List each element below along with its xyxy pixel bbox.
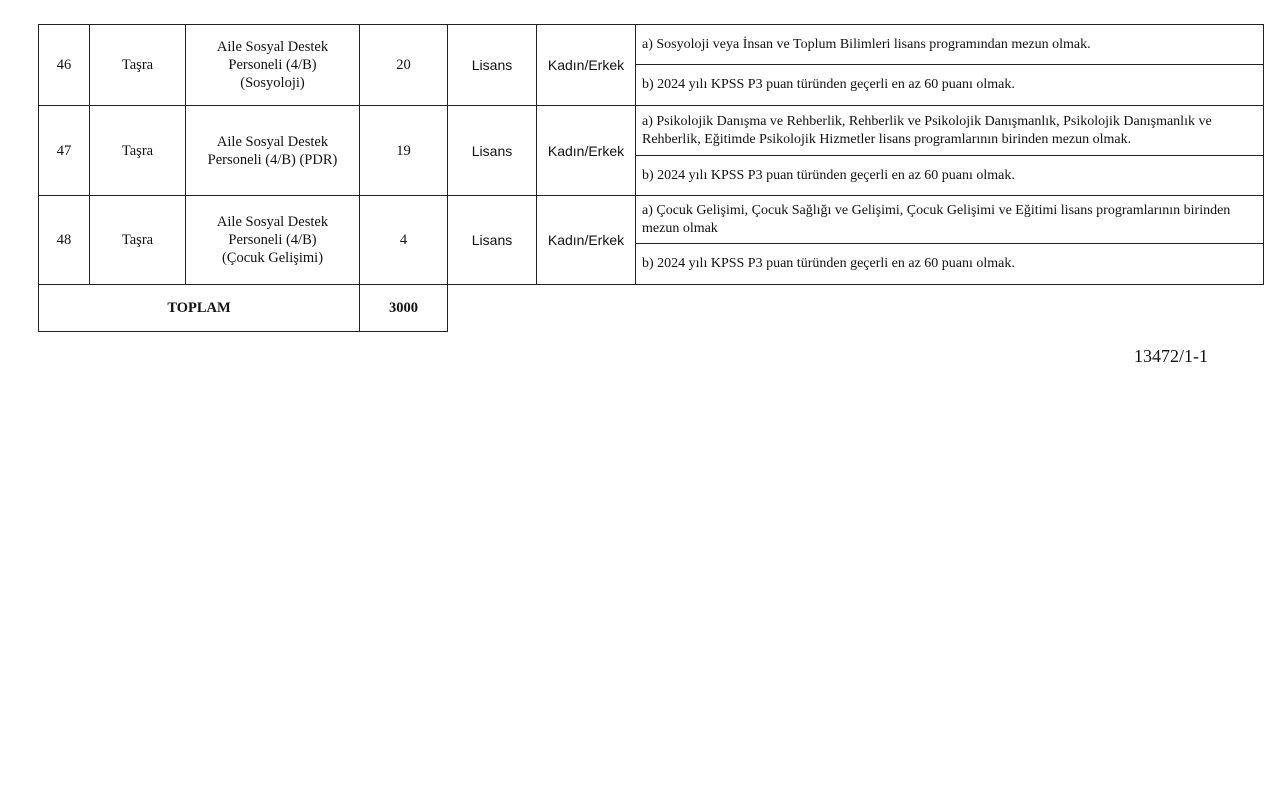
row-education: Lisans bbox=[448, 196, 537, 285]
requirement-a: a) Çocuk Gelişimi, Çocuk Sağlığı ve Gelişimi, Çocuk Gelişimi ve Eğitimi lisans programlarının birinden mezun olmak bbox=[636, 196, 1264, 244]
position-title-line: Personeli (4/B) bbox=[228, 232, 317, 248]
row-gender: Kadın/Erkek bbox=[537, 25, 636, 106]
row-position-title bbox=[186, 25, 360, 106]
row-education: Lisans bbox=[448, 106, 537, 196]
total-row bbox=[39, 285, 1264, 332]
row-gender: Kadın/Erkek bbox=[537, 196, 636, 285]
row-location: Taşra bbox=[90, 106, 186, 196]
table-row bbox=[39, 25, 1264, 65]
positions-table bbox=[38, 24, 1264, 332]
row-education: Lisans bbox=[448, 25, 537, 106]
position-title-line: Personeli (4/B) (PDR) bbox=[207, 151, 338, 168]
total-label: TOPLAM bbox=[39, 285, 360, 332]
requirement-b: b) 2024 yılı KPSS P3 puan türünden geçerli en az 60 puanı olmak. bbox=[636, 156, 1264, 196]
row-number: 46 bbox=[39, 25, 90, 106]
page-number: 13472/1-1 bbox=[1134, 346, 1208, 366]
row-position-title bbox=[186, 196, 360, 285]
position-title-line: (Çocuk Gelişimi) bbox=[221, 250, 324, 266]
row-location: Taşra bbox=[90, 196, 186, 285]
requirement-b: b) 2024 yılı KPSS P3 puan türünden geçerli en az 60 puanı olmak. bbox=[636, 65, 1264, 106]
row-location: Taşra bbox=[90, 25, 186, 106]
position-title-line: Aile Sosyal Destek bbox=[216, 133, 329, 150]
row-number: 48 bbox=[39, 196, 90, 285]
position-title-line: Aile Sosyal Destek bbox=[216, 39, 329, 55]
table-row bbox=[39, 106, 1264, 156]
position-title-line: (Sosyoloji) bbox=[240, 75, 305, 91]
row-position-title bbox=[186, 106, 360, 196]
table-row bbox=[39, 196, 1264, 244]
requirement-a: a) Psikolojik Danışma ve Rehberlik, Rehberlik ve Psikolojik Danışmanlık, Psikolojik Danışmanlık ve Rehberlik, Eğitimde Psikolojik Hizmetler lisans programlarının birinden mezun olmak. bbox=[636, 106, 1264, 156]
row-count: 19 bbox=[360, 106, 448, 196]
row-count: 20 bbox=[360, 25, 448, 106]
position-title-line: Personeli (4/B) bbox=[228, 57, 317, 73]
row-count: 4 bbox=[360, 196, 448, 285]
position-title-line: Aile Sosyal Destek bbox=[216, 214, 329, 230]
row-gender: Kadın/Erkek bbox=[537, 106, 636, 196]
requirement-b: b) 2024 yılı KPSS P3 puan türünden geçerli en az 60 puanı olmak. bbox=[636, 244, 1264, 285]
requirement-a: a) Sosyoloji veya İnsan ve Toplum Bilimleri lisans programından mezun olmak. bbox=[636, 25, 1264, 65]
total-value: 3000 bbox=[360, 285, 448, 332]
row-number: 47 bbox=[39, 106, 90, 196]
blank-area bbox=[448, 285, 1264, 332]
